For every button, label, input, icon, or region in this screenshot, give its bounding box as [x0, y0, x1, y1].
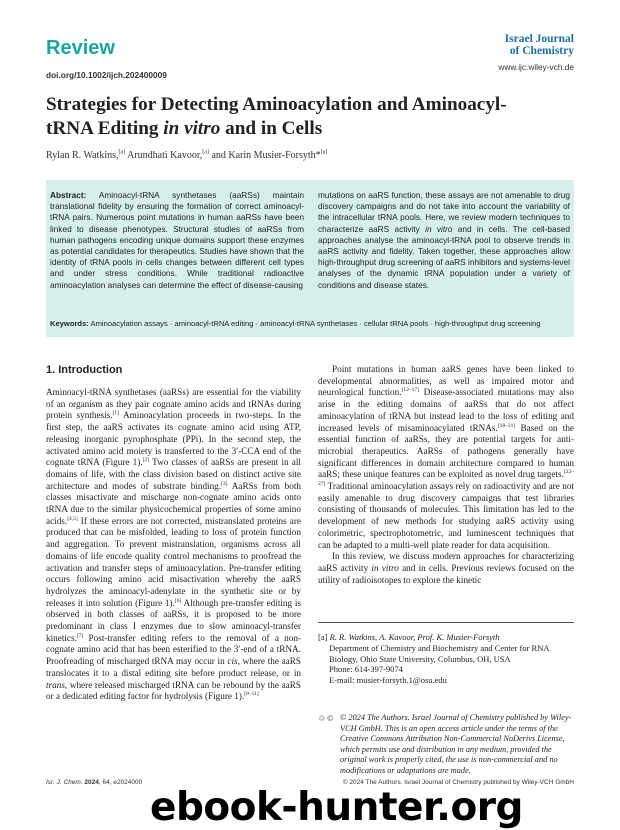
body-text: Disease-associated mutations may also arise in the editing domains of aaRSs that do not affect aminoacylation of tRNA but instead lead to the loss of editing and increased levels of misaminoacylated tRNAs. [318, 387, 574, 433]
citation-link[interactable]: [3] [221, 480, 228, 487]
abstract-right-text-b: and in cells. The cell-based approaches analyse the aminoacyl-tRNA pool to observe trends in aaRS activity and fidelity. Taken together, these approaches allow high-throughput drug screening of aaRS inhibitors and systems-level analyses of the dynamic tRNA population under a variety of conditions and disease states. [318, 223, 571, 290]
citation-link[interactable]: [7] [76, 632, 84, 639]
keywords-label: Keywords: [50, 319, 89, 328]
keywords [50, 319, 570, 329]
citation-link[interactable]: [12–17] [401, 387, 419, 394]
open-access-icon: ♲ © [318, 714, 334, 723]
citation-link[interactable]: [2] [142, 457, 150, 464]
footer-year: 2024 [84, 779, 99, 786]
body-text: and in cells. Previous reviews focused on the utility of radioisotopes to explore the kinetic [318, 562, 574, 585]
italic-term: in vitro [371, 562, 399, 573]
footer-volume: , 64, e2024000 [98, 779, 143, 786]
affiliation-email[interactable]: E-mail: musier-forsyth.1@osu.edu [329, 675, 447, 686]
body-text: Aminoacyl-tRNA synthetases (aaRSs) are essential for the viability of an organism as they pair cognate amino acids and tRNAs during protein synthesis. [46, 387, 301, 421]
journal-logo [486, 33, 574, 57]
italic-term: cis [227, 656, 238, 667]
doi-link[interactable]: doi.org/10.1002/ijch.202400009 [46, 70, 167, 80]
footer-copyright: © 2024 The Authors. Israel Journal of Chemistry published by Wiley-VCH GmbH [342, 779, 574, 786]
title-line2-italic: in vitro [163, 118, 221, 139]
footer-citation [46, 779, 142, 786]
body-left-column [46, 387, 301, 703]
body-text: , where the aaRS translocates it to a distal editing site before product release, or in [46, 656, 301, 678]
body-text: Based on the essential function of aaRSs, they are potential targets for anti-microbial therapeutics. AaRSs of pathogens generally have significant differences in domain architecture compared to human aaRS; these unique features can be exploited as novel drug targets. [318, 422, 574, 480]
body-text: AaRSs from both classes misactivate and mischarge non-cognate amino acids onto tRNA due to the similar physicochemical properties of some amino acids. [46, 480, 301, 526]
body-text: If these errors are not corrected, mistranslated proteins are produced that can be misfolded, leading to loss of protein function and aggregation. To prevent mistranslation, organisms across all domains of life encode quality control mechanisms to proofread the activation and transfer steps of aminoacylation. Pre-transfer editing occurs following amino acid misactivation whereby the aaRS hydrolyzes the aminoacyl-adenylate in the synthetic site or by releases it into solution (Figure 1). [46, 515, 301, 608]
body-text: Point mutations in human aaRS genes have been linked to developmental abnormalities, as well as impaired motor and neurological function. [318, 364, 574, 398]
journal-logo-line2: of Chemistry [509, 45, 574, 57]
affiliation-block [318, 632, 574, 686]
body-text: , where released mischarged tRNA can be rebound by the aaRS or a dedicated editing factor for hydrolysis (Figure 1). [46, 679, 301, 702]
body-text: Traditional aminoacylation assays rely on radioactivity and are not easily amenable to drug discovery campaigns that test libraries consisting of thousands of molecules. This limitation has led to the development of new methods for studying aaRS activity using colorimetric, spectrophotometric, and luminescent techniques that can be adapted to a multi-well plate reader for data acquisition. [318, 481, 574, 550]
body-text: Two classes of aaRSs are present in all domains of life, with the class division based on distinct active site architecture and modes of substrate binding. [46, 457, 301, 491]
abstract-box [46, 180, 574, 337]
footer-journal: Isr. J. Chem. [46, 779, 85, 786]
affiliation-names: R. R. Watkins, A. Kavoor, Prof. K. Musier-Forsyth [327, 632, 500, 642]
title-line2a: tRNA Editing [46, 118, 164, 139]
abstract-right-text-a: mutations on aaRS function, these assays are not amenable to drug discovery campaigns and do not take into account the variability of the intracellular tRNA pools. Here, we review modern techniques to characterize aaRS activity [318, 190, 570, 234]
abstract-left-text: Aminoacyl-tRNA synthetases (aaRSs) maintain translational fidelity by ensuring the formation of correct aminoacyl-tRNA pairs. Numerous point mutations in human aaRSs have been linked to disease phenotypes. Structural studies of aaRSs from human pathogens encoding unique domains support these enzymes as potential candidates for therapeutics. Studies have shown that the identity of tRNA pools in cells changes between different cell types and under stress conditions. While traditional radioactive aminoacylation analyses can determine the effect of disease-causing [50, 190, 304, 290]
abstract-right-column [318, 190, 570, 291]
abstract-right-italic: in vitro [425, 223, 453, 234]
keywords-text: Aminoacylation assays · aminoacyl-tRNA editing · aminoacyl-tRNA synthetases · cellular tRNA pools · high-throughput drug screening [88, 319, 541, 328]
paragraph [318, 551, 574, 586]
affiliation-phone: Phone: 614-397-9074 [329, 664, 403, 675]
journal-logo-line1: Israel Journal [504, 33, 574, 45]
citation-link[interactable]: [1] [112, 410, 119, 417]
abstract-label: Abstract: [50, 190, 87, 200]
author-list [46, 150, 327, 161]
affiliation-tag: [a] [318, 632, 328, 642]
citation-link[interactable]: [8–11] [244, 691, 259, 698]
author-2-affil: [a] [202, 149, 209, 156]
author-1: Rylan R. Watkins, [46, 150, 119, 161]
abstract-left-column [50, 190, 304, 291]
title-line2b: and in Cells [220, 118, 323, 139]
citation-link[interactable]: [22–27] [318, 469, 574, 487]
journal-website-link[interactable]: www.ijc.wiley-vch.de [498, 62, 574, 72]
author-3: and Karin Musier-Forsyth* [208, 150, 321, 161]
citation-link[interactable]: [18–21] [497, 422, 516, 429]
author-1-affil: [a] [118, 149, 126, 156]
paragraph [318, 364, 574, 551]
section-heading: 1. Introduction [46, 364, 123, 376]
title-line1: Strategies for Detecting Aminoacylation and Aminoacyl- [46, 94, 507, 115]
body-text: In this review, we discuss modern approaches for characterizing aaRS activity [318, 551, 574, 573]
body-text: Post-transfer editing refers to the removal of a non-cognate amino acid that has been esterified to the 3′-end of a tRNA. Proofreading of mischarged tRNA may occur in [46, 632, 301, 667]
citation-link[interactable]: [4,5] [67, 515, 78, 522]
author-2: Arundhati Kavoor, [125, 150, 203, 161]
body-text: Aminoacylation proceeds in two-steps. In the first step, the aaRS activates its cognate amino acid using ATP, releasing inorganic pyrophosphate (PPi). In the second step, the activated amino acid moiety is transferred to the 3′-CCA end of the cognate tRNA (Figure 1). [46, 410, 302, 468]
italic-term: trans [46, 679, 65, 690]
body-text: Although pre-transfer editing is observed in both classes of aaRSs, it is proposed to be more predominant in class I enzymes due to slow aminoacyl-transfer kinetics. [46, 597, 301, 643]
citation-link[interactable]: [6] [174, 597, 182, 604]
body-right-column [318, 364, 574, 586]
license-block [318, 713, 574, 777]
license-text: © 2024 The Authors. Israel Journal of Chemistry published by Wiley-VCH GmbH. This is an open access article under the terms of the Creative Commons Attribution Non-Commercial NoDerivs License, which permits use and distribution in any medium, provided the original work is properly cited, the use is non-commercial and no modifications or adaptations are made. [340, 713, 572, 775]
watermark: ebook-hunter.org [150, 785, 523, 830]
section-label: Review [46, 37, 115, 59]
author-3-affil: [a] [320, 149, 328, 156]
affiliation-divider [318, 622, 574, 623]
article-title [46, 93, 576, 141]
affiliation-department: Department of Chemistry and Biochemistry and Center for RNA Biology, Ohio State University, Columbus, OH, USA [329, 642, 550, 664]
